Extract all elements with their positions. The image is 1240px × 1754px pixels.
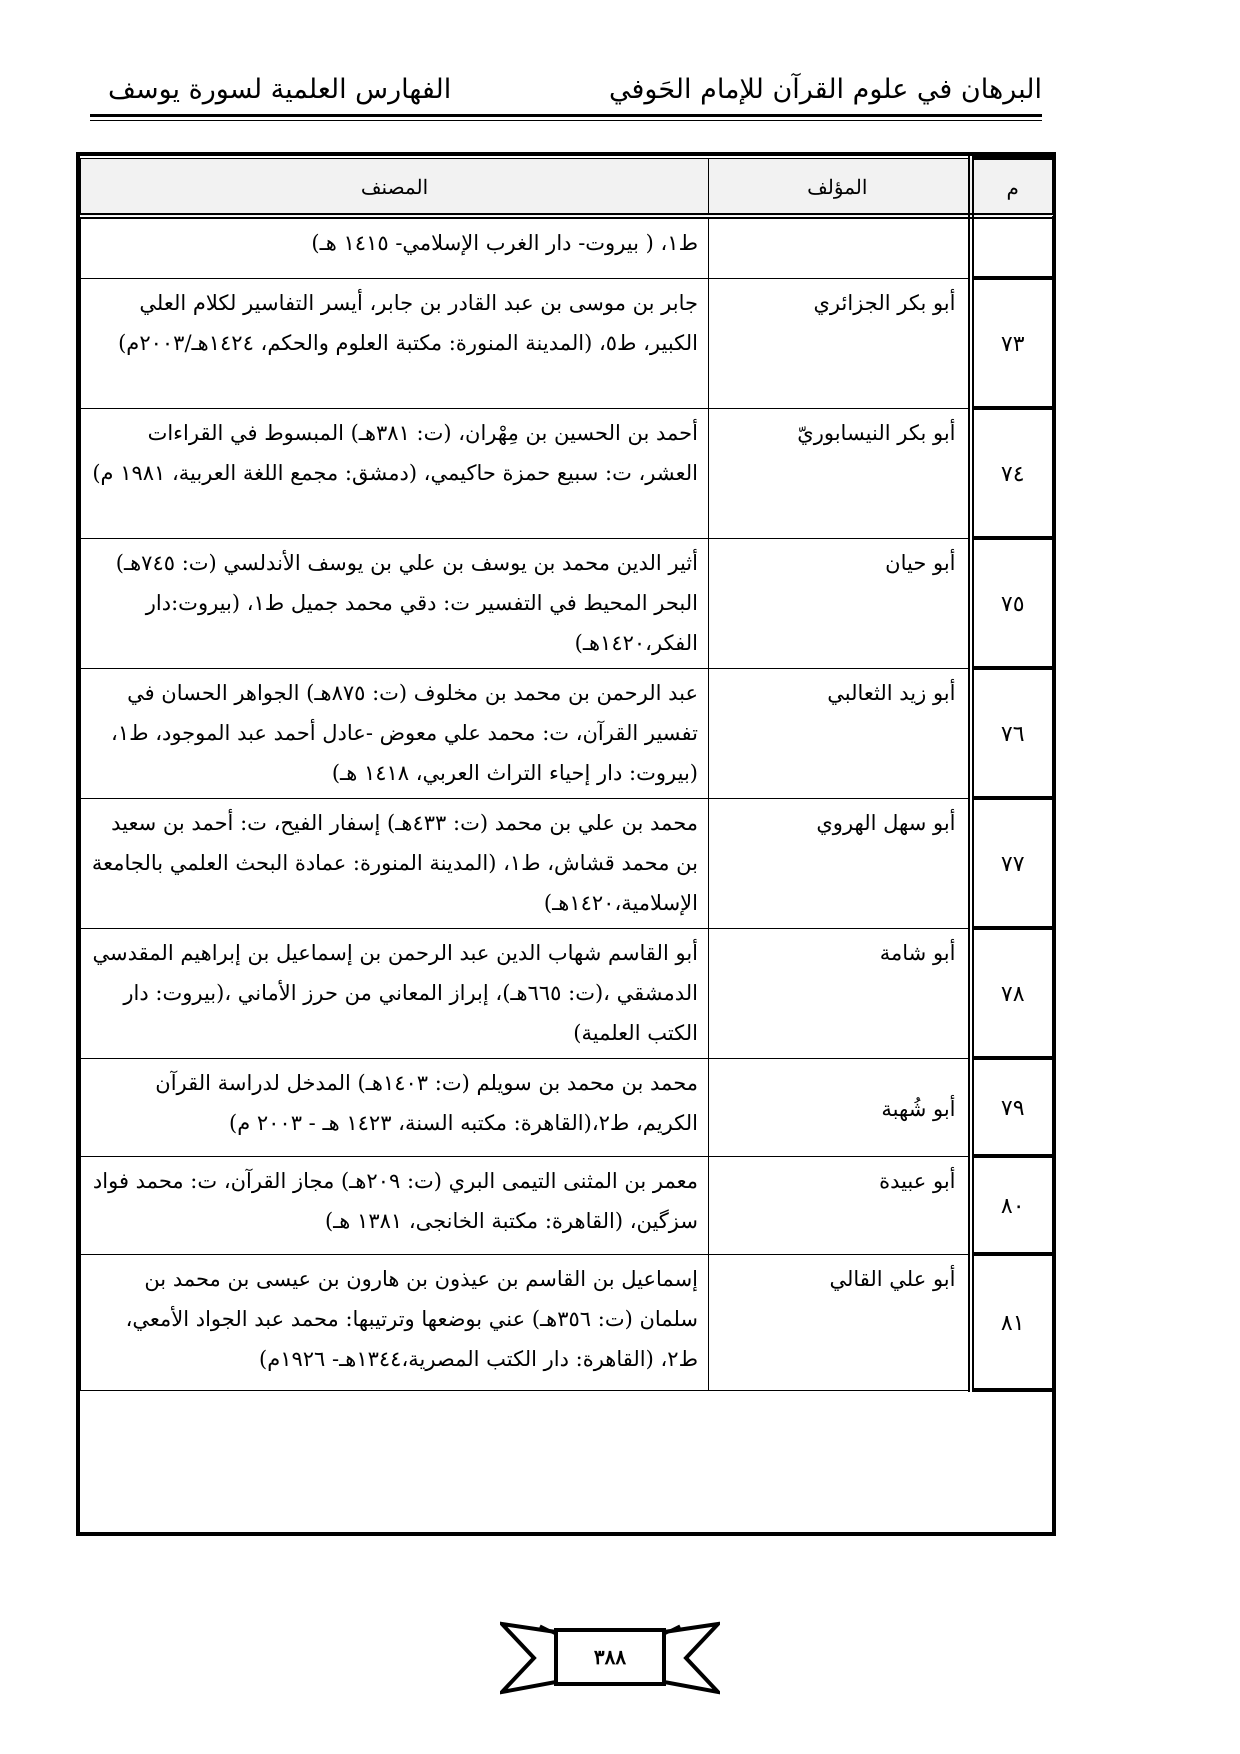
row-author: أبو بكر النيسابوريّ xyxy=(709,408,971,538)
page-header xyxy=(90,72,1042,112)
row-work: إسماعيل بن القاسم بن عيذون بن هارون بن عيسى بن محمد بن سلمان (ت: ٣٥٦هـ) عني بوضعها وترتيبها: محمد عبد الجواد الأمعي، ط٢، (القاهرة: دار الكتب المصرية،١٣٤٤هـ- ١٩٢٦م) xyxy=(81,1254,709,1390)
row-work: محمد بن محمد بن سويلم (ت: ١٤٠٣هـ) المدخل لدراسة القرآن الكريم، ط٢،(القاهرة: مكتبه السنة، ١٤٢٣ هـ - ٢٠٠٣ م) xyxy=(81,1058,709,1156)
row-work: جابر بن موسى بن عبد القادر بن جابر، أيسر التفاسير لكلام العلي الكبير، ط٥، (المدينة المنورة: مكتبة العلوم والحكم، ١٤٢٤هـ/٢٠٠٣م) xyxy=(81,278,709,408)
index-table-frame xyxy=(76,152,1056,1536)
book-title: البرهان في علوم القرآن للإمام الحَوفي xyxy=(609,74,1042,105)
table-row xyxy=(81,1156,1053,1254)
header-rule-thin xyxy=(90,120,1042,121)
table-row xyxy=(81,1254,1053,1390)
column-header-number: م xyxy=(971,158,1053,216)
row-work: معمر بن المثنى التيمى البري (ت: ٢٠٩هـ) مجاز القرآن، ت: محمد فواد سزگين، (القاهرة: مكتبة الخانجى، ١٣٨١ هـ) xyxy=(81,1156,709,1254)
header-rule-thick xyxy=(90,114,1042,117)
table-row xyxy=(81,668,1053,798)
table-row xyxy=(81,798,1053,928)
row-author: أبو حيان xyxy=(709,538,971,668)
row-work: محمد بن علي بن محمد (ت: ٤٣٣هـ) إسفار الفيح، ت: أحمد بن سعيد بن محمد قشاش، ط١، (المدينة المنورة: عمادة البحث العلمي بالجامعة الإسلامية،١٤٢٠هـ) xyxy=(81,798,709,928)
row-number: ٧٨ xyxy=(971,928,1053,1058)
row-work: أثير الدين محمد بن يوسف بن علي بن يوسف الأندلسي (ت: ٧٤٥هـ) البحر المحيط في التفسير ت: دقي محمد جميل ط١، (بيروت:دار الفكر،١٤٢٠هـ) xyxy=(81,538,709,668)
row-number: ٧٩ xyxy=(971,1058,1053,1156)
row-work: ط١، ( بيروت- دار الغرب الإسلامي- ١٤١٥ هـ) xyxy=(81,216,709,278)
row-author: أبو عبيدة xyxy=(709,1156,971,1254)
table-row xyxy=(81,1058,1053,1156)
row-author: أبو علي القالي xyxy=(709,1254,971,1390)
row-number xyxy=(971,216,1053,278)
row-author: أبو زيد الثعالبي xyxy=(709,668,971,798)
table-row xyxy=(81,928,1053,1058)
page-number: ٣٨٨ xyxy=(593,1645,627,1669)
row-author: أبو بكر الجزائري xyxy=(709,278,971,408)
table-header-row xyxy=(81,158,1053,216)
row-number: ٨٠ xyxy=(971,1156,1053,1254)
row-author xyxy=(709,216,971,278)
table-row xyxy=(81,538,1053,668)
row-number: ٧٦ xyxy=(971,668,1053,798)
row-number: ٧٤ xyxy=(971,408,1053,538)
section-title: الفهارس العلمية لسورة يوسف xyxy=(108,74,452,105)
column-header-author: المؤلف xyxy=(709,158,971,216)
row-author: أبو شامة xyxy=(709,928,971,1058)
row-number: ٨١ xyxy=(971,1254,1053,1390)
row-author: أبو شُهبة xyxy=(709,1058,971,1156)
table-row xyxy=(81,216,1053,278)
row-author: أبو سهل الهروي xyxy=(709,798,971,928)
table-row xyxy=(81,408,1053,538)
column-header-work: المصنف xyxy=(81,158,709,216)
page-footer xyxy=(500,1612,720,1702)
row-number: ٧٣ xyxy=(971,278,1053,408)
row-number: ٧٧ xyxy=(971,798,1053,928)
row-number: ٧٥ xyxy=(971,538,1053,668)
table-row xyxy=(81,278,1053,408)
row-work: أحمد بن الحسين بن مِهْران، (ت: ٣٨١هـ) المبسوط في القراءات العشر، ت: سبيع حمزة حاكيمي، (دمشق: مجمع اللغة العربية، ١٩٨١ م) xyxy=(81,408,709,538)
row-work: أبو القاسم شهاب الدين عبد الرحمن بن إسماعيل بن إبراهيم المقدسي الدمشقي ،(ت: ٦٦٥هـ)، إبراز المعاني من حرز الأماني ،(بيروت: دار الكتب العلمية) xyxy=(81,928,709,1058)
index-table xyxy=(80,156,1053,1392)
row-work: عبد الرحمن بن محمد بن مخلوف (ت: ٨٧٥هـ) الجواهر الحسان في تفسير القرآن، ت: محمد علي معوض -عادل أحمد عبد الموجود، ط١، (بيروت: دار إحياء التراث العربي، ١٤١٨ هـ) xyxy=(81,668,709,798)
